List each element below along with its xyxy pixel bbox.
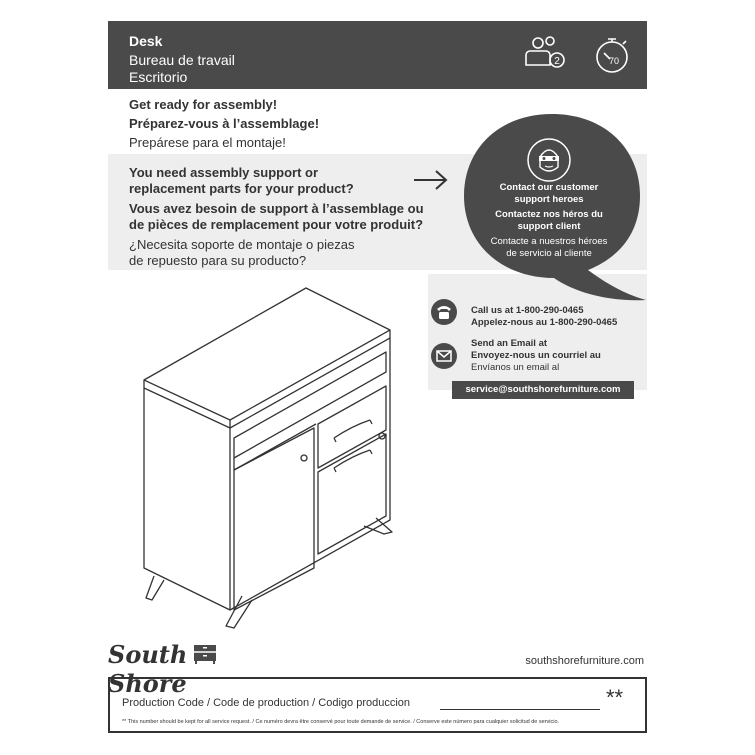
support-en-line1: You need assembly support or [129,165,319,180]
bubble-en-line2: support heroes [514,194,584,205]
bubble-spanish [474,236,624,260]
masked-hero-icon [526,137,572,183]
support-en-line2: replacement parts for your product? [129,181,354,196]
bubble-fr-line2: support client [517,221,581,232]
phone-french[interactable]: Appelez-nous au 1-800-290-0465 [471,317,618,328]
people-count: 2 [554,56,560,67]
email-label-french: Envoyez-nous un courriel au [471,350,601,361]
email-label-spanish: Envíanos un email al [471,362,560,373]
support-question-spanish [129,237,354,269]
title-spanish: Escritorio [129,69,188,85]
dresser-logo-icon [192,643,218,665]
phone-icon [430,298,458,326]
bubble-es-line2: de servicio al cliente [506,248,592,259]
south-shore-logo [108,640,278,698]
email-address-link[interactable]: service@southshorefurniture.com [452,381,634,399]
support-es-line2: de repuesto para su producto? [129,253,307,268]
production-code-note: ** This number should be kept for all service request. / Ce numéro devra être conservé pour toute demande de service. / Conserve este número para cualquier solicitud de servicio. [122,719,560,725]
bubble-es-line1: Contacte a nuestros héroes [490,236,608,247]
logo-south: South [108,640,188,669]
bubble-fr-line1: Contactez nos héros du [495,209,603,220]
email-label-english: Send an Email at [471,338,548,349]
time-minutes: 70 [608,56,620,66]
phone-english[interactable]: Call us at 1-800-290-0465 [471,305,584,316]
timer-icon [592,35,632,75]
production-code-label: Production Code / Code de production / Codigo produccion [122,697,411,709]
mail-icon [430,342,458,370]
support-fr-line1: Vous avez besoin de support à l’assemblage ou [129,201,424,216]
website-link[interactable]: southshorefurniture.com [525,655,644,667]
support-es-line1: ¿Necesita soporte de montaje o piezas [129,237,355,252]
bubble-english [474,182,624,206]
ready-spanish: Prepárese para el montaje! [129,135,286,150]
title-french: Bureau de travail [129,52,235,68]
production-code-box [108,677,647,733]
production-code-field[interactable] [440,709,600,710]
support-fr-line2: de pièces de remplacement pour votre produit? [129,217,424,232]
logo-shore: Shore [108,669,187,698]
desk-cabinet-illustration [130,280,400,630]
ready-french: Préparez-vous à l’assemblage! [129,116,320,131]
support-question-english [129,165,354,197]
ready-english: Get ready for assembly! [129,97,278,112]
two-people-icon [522,35,568,75]
arrow-right-icon [412,168,450,192]
support-question-french [129,201,424,233]
title-english: Desk [129,33,163,49]
header-band [108,21,647,89]
bubble-french [474,209,624,233]
production-code-stars: ** [606,685,624,710]
bubble-en-line1: Contact our customer [499,182,599,193]
